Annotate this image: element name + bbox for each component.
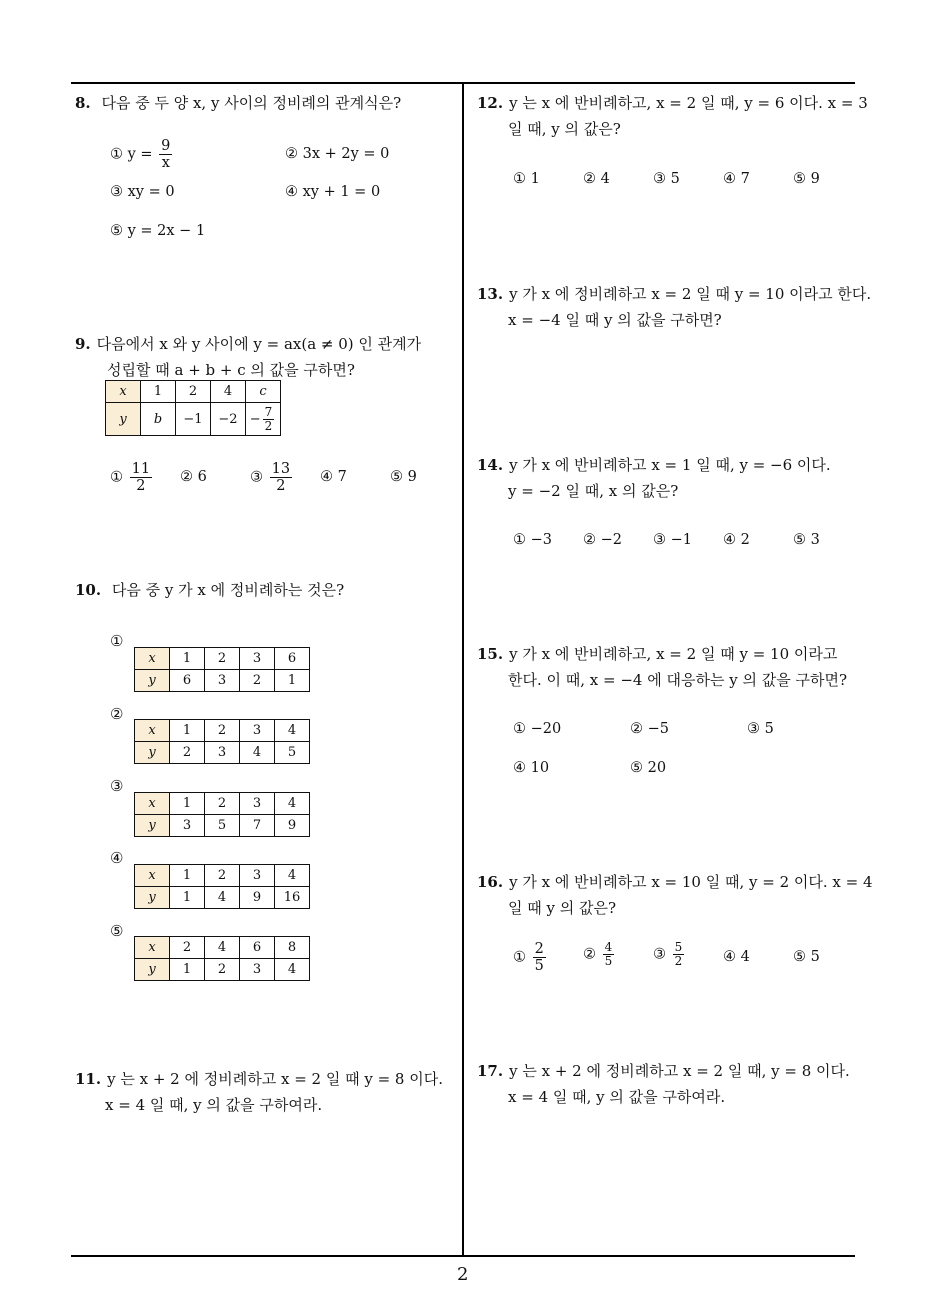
question-text-line2: x = −4 일 때 y 의 값을 구하면? [508, 311, 722, 329]
q16-choice-5[interactable]: ⑤ 5 [793, 949, 820, 965]
q14-choice-1[interactable]: ① −3 [513, 532, 552, 548]
question-10 [75, 577, 344, 603]
question-number: 15. [477, 645, 504, 663]
question-text: 다음 중 두 양 x, y 사이의 정비례의 관계식은? [101, 94, 402, 112]
question-text-line2: y = −2 일 때, x 의 값은? [508, 482, 679, 500]
question-16 [477, 869, 873, 921]
question-14 [477, 452, 831, 504]
question-text-line2: 한다. 이 때, x = −4 에 대응하는 y 의 값을 구하면? [508, 671, 847, 689]
q12-choice-3[interactable]: ③ 5 [653, 171, 680, 187]
question-8 [75, 90, 401, 116]
question-9 [75, 331, 421, 383]
q14-choice-5[interactable]: ⑤ 3 [793, 532, 820, 548]
q12-choice-2[interactable]: ② 4 [583, 171, 610, 187]
question-text-line1: y 는 x + 2 에 정비례하고 x = 2 일 때, y = 8 이다. [509, 1062, 850, 1080]
q16-choice-3[interactable]: ③ $\frac{5}{2}$ [653, 940, 683, 968]
q10-option-5-table[interactable]: x 2 4 6 8 y 1 2 3 4 [134, 936, 310, 981]
q12-choice-4[interactable]: ④ 7 [723, 171, 750, 187]
q10-option-5-label[interactable]: ⑤ [110, 922, 124, 940]
question-text-line1: y 가 x 에 반비례하고 x = 10 일 때, y = 2 이다. x = 4 [509, 873, 873, 891]
q9-table: x 1 2 4 c y b −1 −2 − $\frac{7}{2}$ [105, 380, 281, 436]
q9-choice-4[interactable]: ④ 7 [320, 469, 347, 485]
q10-option-2-label[interactable]: ② [110, 705, 124, 723]
q10-option-3-label[interactable]: ③ [110, 777, 124, 795]
question-text-line2: x = 4 일 때, y 의 값을 구하여라. [105, 1096, 323, 1114]
q16-choice-4[interactable]: ④ 4 [723, 949, 750, 965]
question-text-line1: y 가 x 에 정비례하고 x = 2 일 때 y = 10 이라고 한다. [509, 285, 872, 303]
q8-choice-2[interactable]: ② 3x + 2y = 0 [285, 146, 390, 162]
q8-choice-3[interactable]: ③ xy = 0 [110, 184, 175, 200]
question-13 [477, 281, 871, 333]
question-text-line2: x = 4 일 때, y 의 값을 구하여라. [508, 1088, 726, 1106]
question-17 [477, 1058, 850, 1110]
q9-choice-1[interactable]: ① $\frac{11}{2}$ [110, 461, 151, 494]
table-head-x: x [106, 381, 141, 403]
question-text-line2: 일 때 y 의 값은? [508, 899, 617, 917]
question-text-line1: y 가 x 에 반비례하고 x = 1 일 때, y = −6 이다. [509, 456, 831, 474]
q9-choice-5[interactable]: ⑤ 9 [390, 469, 417, 485]
q10-option-3-table[interactable]: x 1 2 3 4 y 3 5 7 9 [134, 792, 310, 837]
q14-choice-2[interactable]: ② −2 [583, 532, 622, 548]
question-text: 다음 중 y 가 x 에 정비례하는 것은? [111, 581, 345, 599]
q8-choice-5[interactable]: ⑤ y = 2x − 1 [110, 223, 206, 239]
question-number: 16. [477, 873, 504, 891]
q15-choice-3[interactable]: ③ 5 [747, 721, 774, 737]
question-12 [477, 90, 868, 142]
question-text-line1: 다음에서 x 와 y 사이에 y = ax(a ≠ 0) 인 관계가 [96, 335, 422, 353]
question-text-line2: 성립할 때 a + b + c 의 값을 구하면? [107, 361, 355, 379]
q12-choice-1[interactable]: ① 1 [513, 171, 540, 187]
question-text-line1: y 는 x 에 반비례하고, x = 2 일 때, y = 6 이다. x = 3 [509, 94, 868, 112]
q10-option-4-label[interactable]: ④ [110, 849, 124, 867]
q12-choice-5[interactable]: ⑤ 9 [793, 171, 820, 187]
question-number: 8. [75, 94, 91, 112]
column-divider [462, 82, 464, 1257]
q10-option-4-table[interactable]: x 1 2 3 4 y 1 4 9 16 [134, 864, 310, 909]
question-number: 11. [75, 1070, 102, 1088]
question-number: 17. [477, 1062, 504, 1080]
question-number: 14. [477, 456, 504, 474]
question-number: 12. [477, 94, 504, 112]
question-text-line1: y 는 x + 2 에 정비례하고 x = 2 일 때 y = 8 이다. [107, 1070, 443, 1088]
q8-choice-4[interactable]: ④ xy + 1 = 0 [285, 184, 381, 200]
q14-choice-3[interactable]: ③ −1 [653, 532, 692, 548]
question-11 [75, 1066, 443, 1118]
page-number: 2 [457, 1264, 469, 1285]
q14-choice-4[interactable]: ④ 2 [723, 532, 750, 548]
q15-choice-4[interactable]: ④ 10 [513, 760, 550, 776]
question-number: 10. [75, 581, 102, 599]
q9-choice-2[interactable]: ② 6 [180, 469, 207, 485]
q9-choice-3[interactable]: ③ $\frac{13}{2}$ [250, 461, 291, 494]
q10-option-2-table[interactable]: x 1 2 3 4 y 2 3 4 5 [134, 719, 310, 764]
question-text-line1: y 가 x 에 반비례하고, x = 2 일 때 y = 10 이라고 [509, 645, 838, 663]
question-number: 13. [477, 285, 504, 303]
q15-choice-1[interactable]: ① −20 [513, 721, 562, 737]
q16-choice-2[interactable]: ② $\frac{4}{5}$ [583, 940, 613, 968]
q10-option-1-table[interactable]: x 1 2 3 6 y 6 3 2 1 [134, 647, 310, 692]
question-text-line2: 일 때, y 의 값은? [508, 120, 621, 138]
q15-choice-5[interactable]: ⑤ 20 [630, 760, 667, 776]
table-head-y: y [106, 403, 141, 436]
q10-option-1-label[interactable]: ① [110, 632, 124, 650]
q16-choice-1[interactable]: ① $\frac{2}{5}$ [513, 941, 544, 974]
q15-choice-2[interactable]: ② −5 [630, 721, 669, 737]
question-15 [477, 641, 847, 693]
question-number: 9. [75, 335, 91, 353]
q8-choice-1[interactable]: ① y = $\frac{9}{x}$ [110, 138, 171, 171]
